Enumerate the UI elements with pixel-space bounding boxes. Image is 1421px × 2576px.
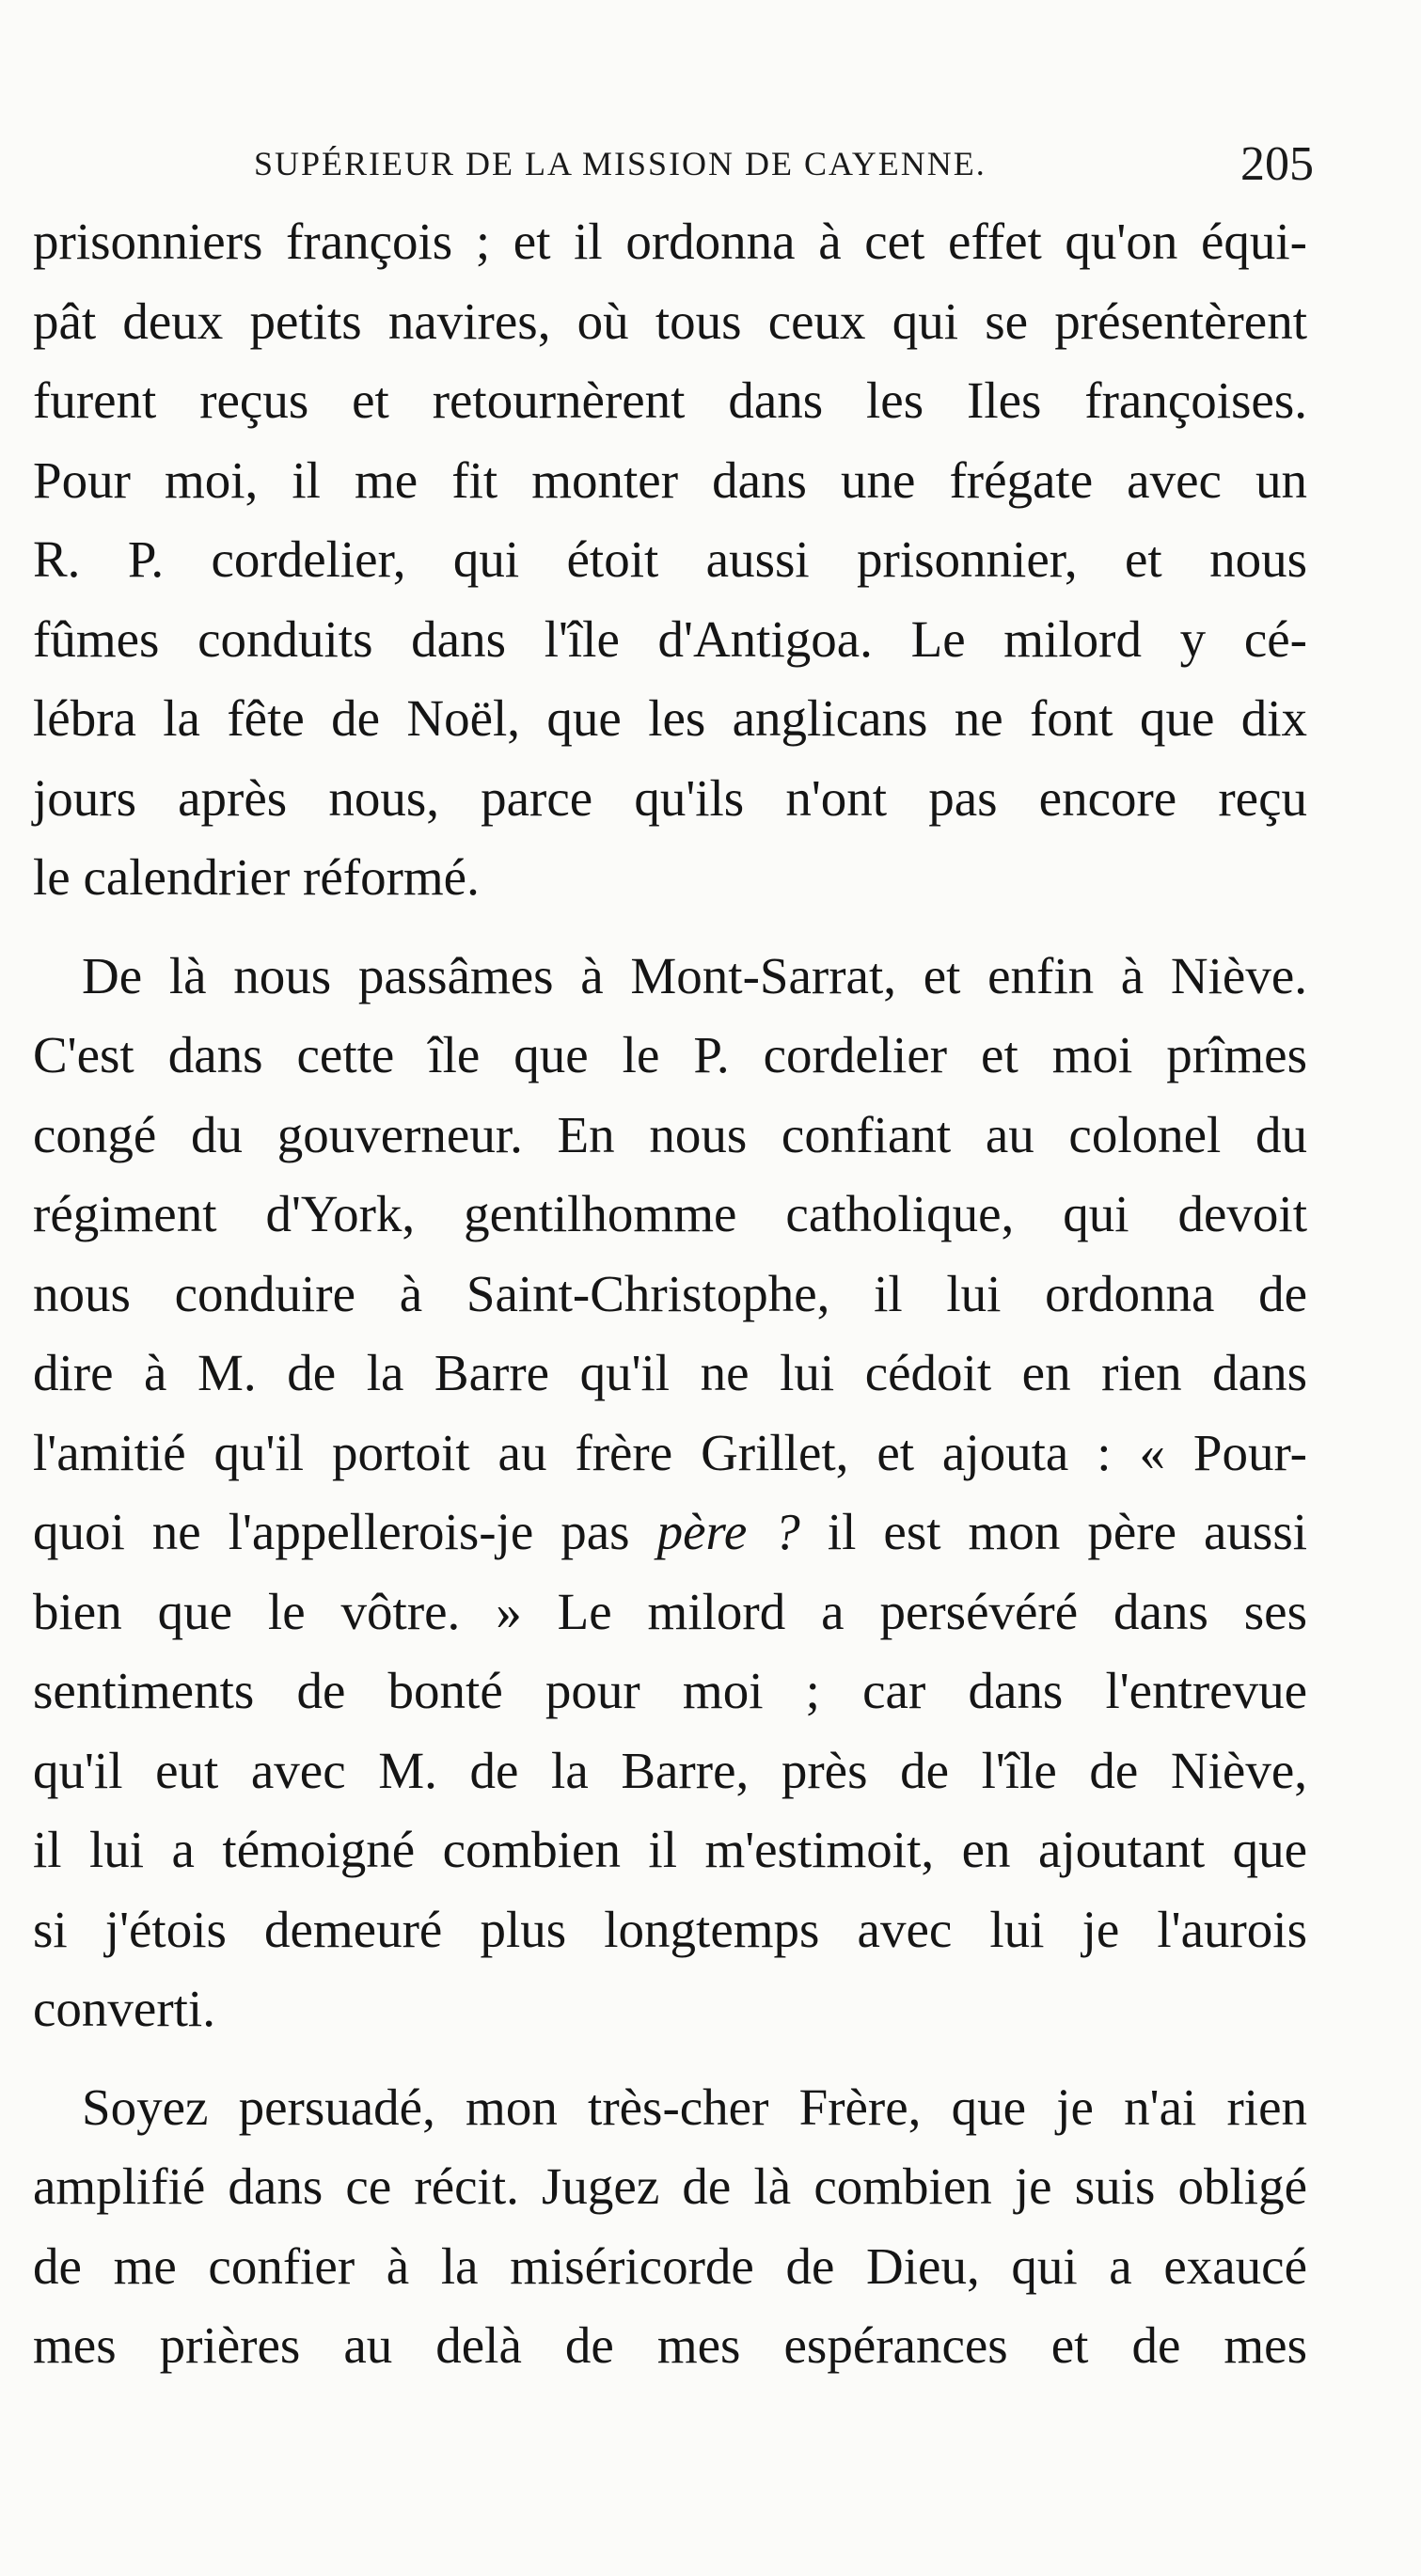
text-line: régiment d'York, gentilhomme catholique, qui devoit: [33, 1185, 1307, 1242]
paragraph: [33, 202, 1307, 918]
paragraph: [33, 2068, 1307, 2386]
running-title: SUPÉRIEUR DE LA MISSION DE CAYENNE.: [254, 145, 987, 182]
text-line: il lui a témoigné combien il m'estimoit, en ajoutant que: [33, 1821, 1307, 1878]
text-line: dire à M. de la Barre qu'il ne lui cédoit en rien dans: [33, 1344, 1307, 1401]
text-line: lébra la fête de Noël, que les anglicans ne font que dix: [33, 689, 1307, 747]
text-line: converti.: [33, 1980, 215, 2037]
text-line: jours après nous, parce qu'ils n'ont pas encore reçu: [33, 768, 1307, 827]
text-line: De là nous passâmes à Mont-Sarrat, et enfin à Nièvе.: [82, 946, 1307, 1004]
paragraph: [33, 937, 1307, 2049]
text-line: de me confier à la miséricorde de Dieu, qui a exaucé: [33, 2236, 1307, 2295]
text-line: prisonniers françois ; et il ordonna à cet effet qu'on équi-: [33, 213, 1307, 270]
page-number: 205: [1240, 137, 1314, 191]
text-line: C'est dans cette île que le P. cordelier et moi prîmes: [33, 1026, 1307, 1083]
text-line: qu'il eut avec M. de la Barre, près de l'île de Nièvе,: [33, 1741, 1307, 1799]
text-line: fûmes conduits dans l'île d'Antigoa. Le milord y cé-: [33, 609, 1307, 668]
text-line: quoi ne l'appellerois-je pas père ? il est mon père aussi: [33, 1503, 1307, 1560]
text-line: mes prières au delà de mes espérances et de mes: [33, 2316, 1307, 2374]
text-line: Soyez persuadé, mon très-cher Frère, que je n'ai rien: [82, 2078, 1307, 2136]
text-line: pât deux petits navires, où tous ceux qui se présentèrent: [33, 292, 1307, 350]
text-line: R. P. cordelier, qui étoit aussi prisonnier, et nous: [33, 530, 1307, 588]
text-line: le calendrier réformé.: [33, 848, 480, 906]
text-line: sentiments de bonté pour moi ; car dans l'entrevue: [33, 1662, 1307, 1719]
body-text: [33, 202, 1307, 2386]
text-line: Pour moi, il me fit monter dans une frégate avec un: [33, 450, 1307, 509]
text-line: nous conduire à Saint-Christophe, il lui ordonna de: [33, 1264, 1307, 1322]
text-line: furent reçus et retournèrent dans les Iles françoises.: [33, 371, 1307, 429]
text-line: si j'étois demeuré plus longtemps avec lui je l'aurois: [33, 1900, 1307, 1958]
text-line: bien que le vôtre. » Le milord a persévéré dans ses: [33, 1582, 1307, 1640]
text-line: l'amitié qu'il portoit au frère Grillet, et ajouta : « Pour-: [33, 1423, 1307, 1481]
text-line: congé du gouverneur. En nous confiant au colonel du: [33, 1105, 1307, 1163]
text-line: amplifié dans ce récit. Jugez de là combien je suis obligé: [33, 2157, 1307, 2215]
page-header: [254, 136, 1335, 193]
